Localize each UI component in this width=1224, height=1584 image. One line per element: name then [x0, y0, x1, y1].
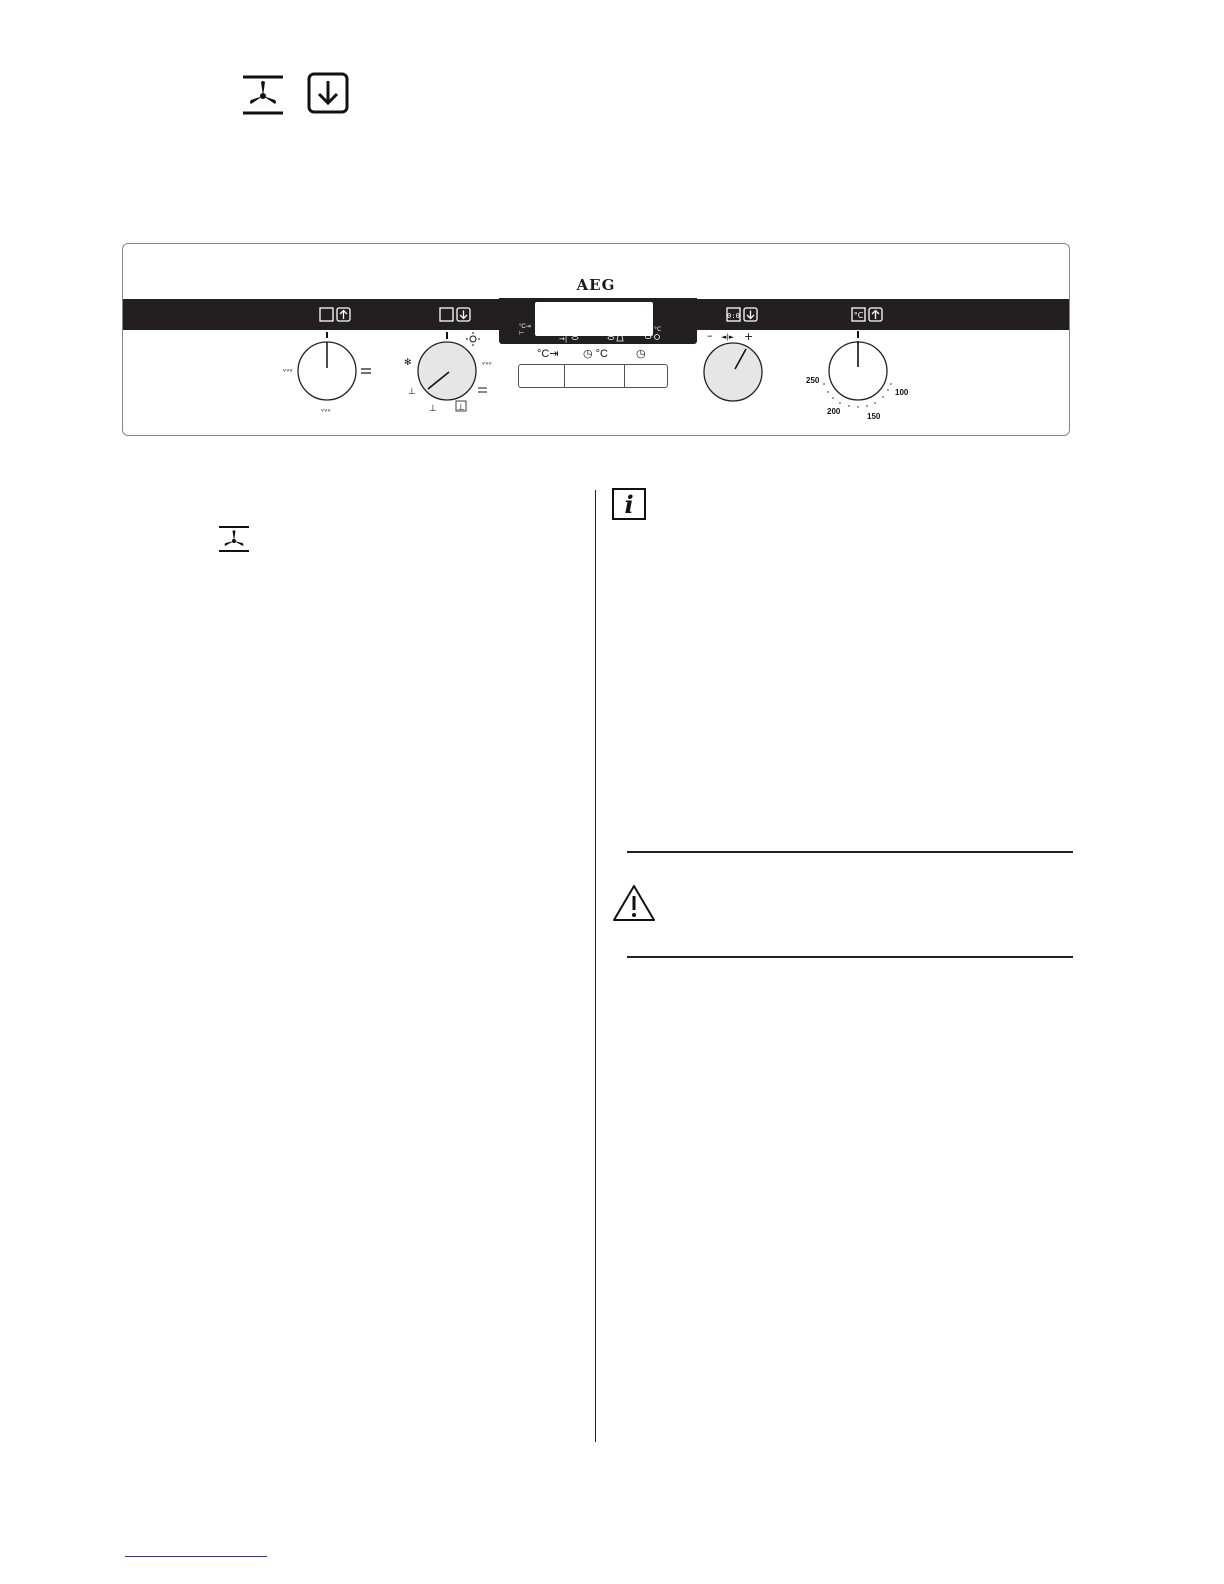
- timer-knob[interactable]: [699, 329, 775, 414]
- svg-text:⊥: ⊥: [408, 387, 416, 397]
- fan-heating-icon: [218, 525, 250, 558]
- svg-text:0:0: 0:0: [727, 312, 740, 320]
- warning-top-rule: [627, 851, 1073, 853]
- button-label-clock-temp: ◷ °C: [583, 348, 608, 360]
- temperature-knob[interactable]: [803, 331, 913, 431]
- warning-bottom-rule: [627, 956, 1073, 958]
- svg-text:+: +: [744, 330, 754, 343]
- svg-text:⊥: ⊥: [457, 403, 465, 413]
- oven-up-icon: [319, 307, 353, 328]
- clock-temperature-button[interactable]: [565, 365, 625, 387]
- temp-mark-150: 150: [867, 412, 881, 421]
- svg-text:°C: °C: [853, 311, 864, 320]
- svg-text:→|: →|: [559, 335, 568, 343]
- temp-mark-200: 200: [827, 407, 841, 416]
- button-row: [518, 364, 668, 388]
- display-indicator-bottom: [559, 330, 629, 348]
- display-indicator-left: °C⇥ ⊢: [519, 324, 531, 337]
- clock-display: [499, 298, 697, 344]
- oven-down-icon: [307, 72, 349, 119]
- heating-function-knob[interactable]: [283, 332, 393, 427]
- fast-heat-button[interactable]: [519, 365, 565, 387]
- control-panel: [122, 243, 1070, 436]
- oven-down-icon: [439, 307, 473, 328]
- temp-mark-250: 250: [806, 376, 820, 385]
- footer-link[interactable]: [125, 1556, 267, 1557]
- brand-logo: AEG: [576, 276, 616, 294]
- svg-text:–: –: [707, 329, 713, 342]
- svg-text:◄|►: ◄|►: [721, 333, 735, 341]
- temp-mark-100: 100: [895, 388, 909, 397]
- svg-text:ᵛᵛᵛ: ᵛᵛᵛ: [482, 360, 493, 369]
- display-lamps-right: [645, 312, 665, 347]
- svg-text:✻: ✻: [404, 358, 412, 368]
- svg-text:ᵛᵛᵛ: ᵛᵛᵛ: [321, 407, 332, 416]
- clock-button[interactable]: [625, 365, 669, 387]
- column-divider: [595, 490, 596, 1442]
- button-label-fast-heat: °C⇥: [537, 348, 559, 360]
- svg-text:i: i: [624, 490, 634, 519]
- timer-down-icon: [726, 307, 760, 328]
- temperature-up-icon: [851, 307, 885, 328]
- info-icon: [612, 488, 646, 525]
- button-label-clock: ◷: [636, 348, 646, 360]
- oven-function-knob[interactable]: [401, 330, 501, 425]
- warning-icon: [612, 884, 656, 927]
- light-icon: [466, 332, 480, 346]
- svg-text:⊥: ⊥: [429, 404, 437, 414]
- svg-text:ᵛᵛᵛ: ᵛᵛᵛ: [283, 367, 294, 376]
- svg-text:°C: °C: [654, 326, 662, 333]
- fan-heating-icon: [241, 74, 285, 121]
